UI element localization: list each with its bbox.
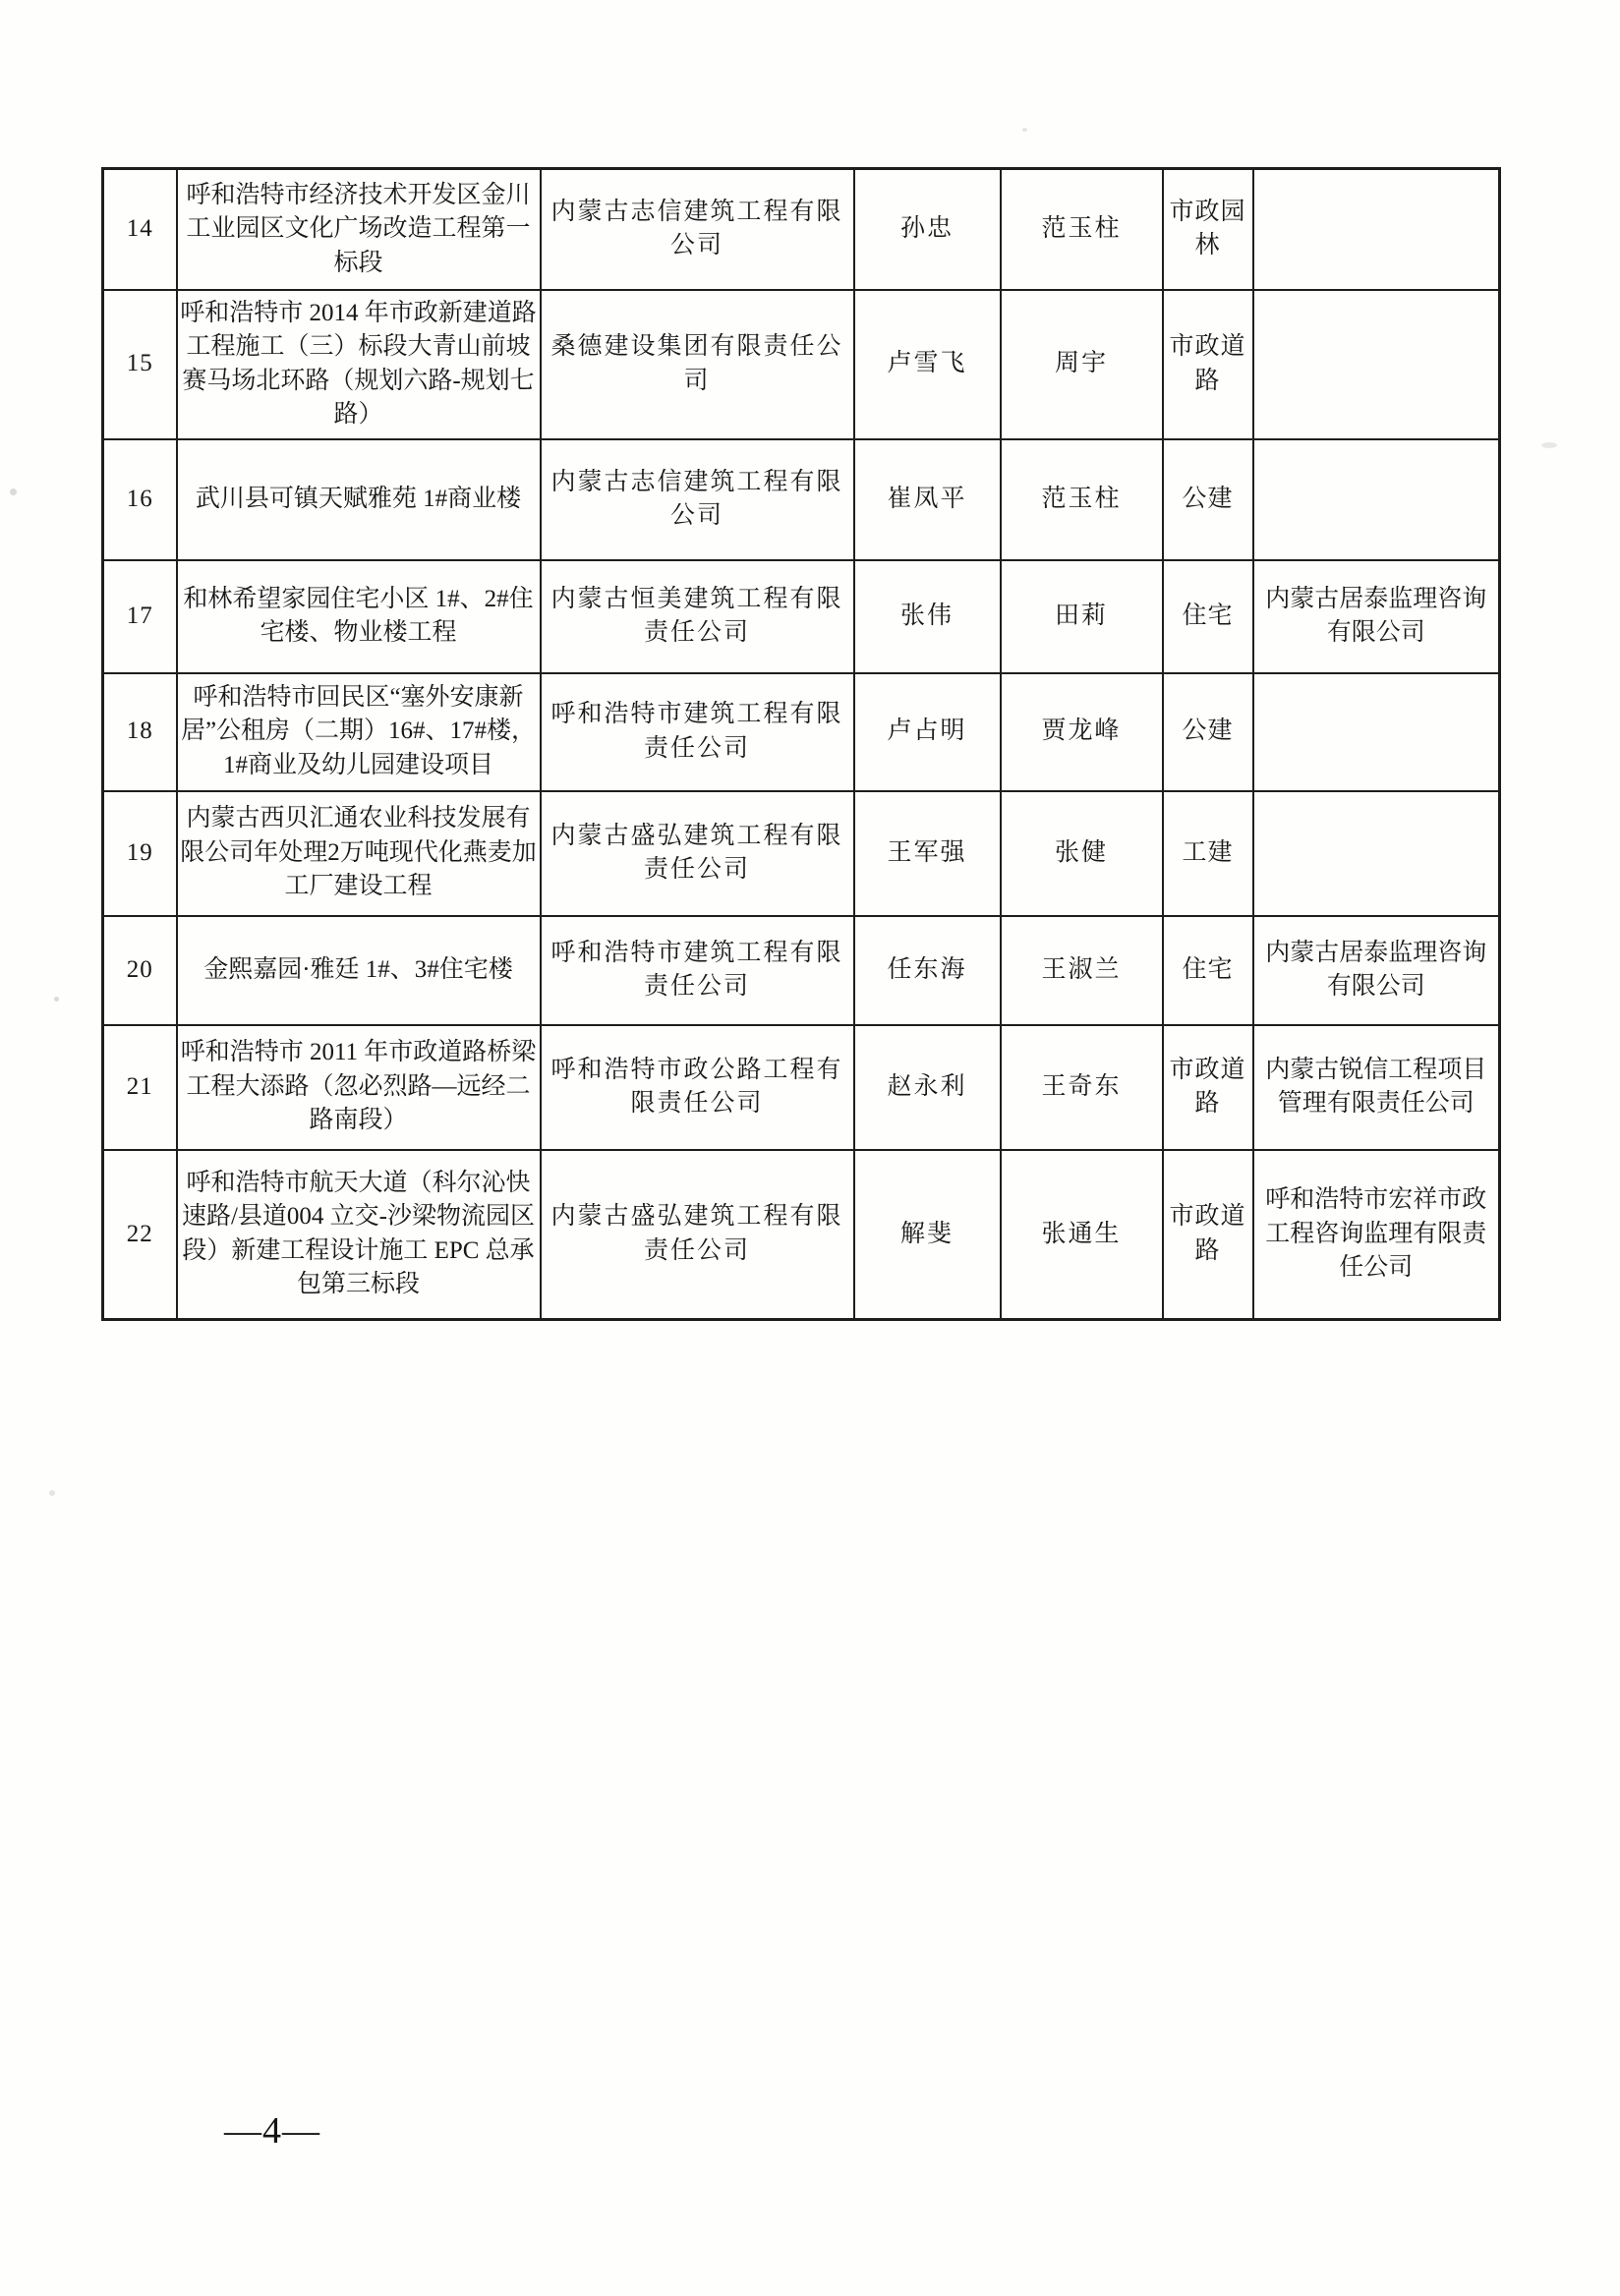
category-label: 住宅 xyxy=(1163,560,1253,673)
contractor-name: 内蒙古志信建筑工程有限公司 xyxy=(541,169,854,290)
supervisor-name: 内蒙古居泰监理咨询有限公司 xyxy=(1253,560,1500,673)
project-name: 呼和浩特市经济技术开发区金川工业园区文化广场改造工程第一标段 xyxy=(177,169,541,290)
table-row xyxy=(103,560,1500,673)
table-row xyxy=(103,1025,1500,1150)
person-primary: 王军强 xyxy=(854,791,1001,916)
category-label: 住宅 xyxy=(1163,916,1253,1025)
person-primary: 解斐 xyxy=(854,1150,1001,1320)
project-name: 呼和浩特市 2014 年市政新建道路工程施工（三）标段大青山前坡赛马场北环路（规划六路-规划七路） xyxy=(177,290,541,439)
supervisor-name xyxy=(1253,673,1500,791)
contractor-name: 内蒙古恒美建筑工程有限责任公司 xyxy=(541,560,854,673)
row-number: 15 xyxy=(103,290,177,439)
project-name: 呼和浩特市航天大道（科尔沁快速路/县道004 立交-沙梁物流园区段）新建工程设计施工 EPC 总承包第三标段 xyxy=(177,1150,541,1320)
person-primary: 张伟 xyxy=(854,560,1001,673)
category-label: 市政道路 xyxy=(1163,290,1253,439)
category-label: 公建 xyxy=(1163,439,1253,560)
category-label: 工建 xyxy=(1163,791,1253,916)
contractor-name: 内蒙古盛弘建筑工程有限责任公司 xyxy=(541,1150,854,1320)
supervisor-name xyxy=(1253,439,1500,560)
category-label: 市政园林 xyxy=(1163,169,1253,290)
person-secondary: 范玉柱 xyxy=(1001,439,1163,560)
supervisor-name xyxy=(1253,290,1500,439)
category-label: 市政道路 xyxy=(1163,1025,1253,1150)
row-number: 20 xyxy=(103,916,177,1025)
contractor-name: 呼和浩特市政公路工程有限责任公司 xyxy=(541,1025,854,1150)
table-row xyxy=(103,290,1500,439)
person-secondary: 田莉 xyxy=(1001,560,1163,673)
person-primary: 赵永利 xyxy=(854,1025,1001,1150)
contractor-name: 桑德建设集团有限责任公司 xyxy=(541,290,854,439)
project-name: 金熙嘉园·雅廷 1#、3#住宅楼 xyxy=(177,916,541,1025)
person-primary: 任东海 xyxy=(854,916,1001,1025)
projects-table xyxy=(101,167,1501,1321)
person-secondary: 范玉柱 xyxy=(1001,169,1163,290)
row-number: 18 xyxy=(103,673,177,791)
table-row xyxy=(103,673,1500,791)
scan-speck xyxy=(54,997,59,1002)
person-secondary: 贾龙峰 xyxy=(1001,673,1163,791)
person-secondary: 王淑兰 xyxy=(1001,916,1163,1025)
table-row xyxy=(103,791,1500,916)
row-number: 21 xyxy=(103,1025,177,1150)
row-number: 17 xyxy=(103,560,177,673)
project-name: 内蒙古西贝汇通农业科技发展有限公司年处理2万吨现代化燕麦加工厂建设工程 xyxy=(177,791,541,916)
person-primary: 孙忠 xyxy=(854,169,1001,290)
supervisor-name: 内蒙古锐信工程项目管理有限责任公司 xyxy=(1253,1025,1500,1150)
project-name: 呼和浩特市回民区“塞外安康新居”公租房（二期）16#、17#楼，1#商业及幼儿园建设项目 xyxy=(177,673,541,791)
category-label: 市政道路 xyxy=(1163,1150,1253,1320)
table-row xyxy=(103,439,1500,560)
row-number: 22 xyxy=(103,1150,177,1320)
project-name: 和林希望家园住宅小区 1#、2#住宅楼、物业楼工程 xyxy=(177,560,541,673)
category-label: 公建 xyxy=(1163,673,1253,791)
person-secondary: 王奇东 xyxy=(1001,1025,1163,1150)
contractor-name: 呼和浩特市建筑工程有限责任公司 xyxy=(541,916,854,1025)
table-row xyxy=(103,1150,1500,1320)
supervisor-name: 内蒙古居泰监理咨询有限公司 xyxy=(1253,916,1500,1025)
contractor-name: 内蒙古志信建筑工程有限公司 xyxy=(541,439,854,560)
person-secondary: 张通生 xyxy=(1001,1150,1163,1320)
person-secondary: 张健 xyxy=(1001,791,1163,916)
supervisor-name xyxy=(1253,169,1500,290)
page-number: —4— xyxy=(224,2110,320,2152)
scan-speck xyxy=(1541,442,1557,448)
row-number: 14 xyxy=(103,169,177,290)
person-secondary: 周宇 xyxy=(1001,290,1163,439)
table-row xyxy=(103,169,1500,290)
project-name: 呼和浩特市 2011 年市政道路桥梁工程大添路（忽必烈路—远经二路南段） xyxy=(177,1025,541,1150)
person-primary: 卢占明 xyxy=(854,673,1001,791)
scan-speck xyxy=(49,1490,55,1496)
person-primary: 卢雪飞 xyxy=(854,290,1001,439)
scan-speck xyxy=(10,488,17,495)
row-number: 19 xyxy=(103,791,177,916)
row-number: 16 xyxy=(103,439,177,560)
scan-speck xyxy=(1022,128,1027,132)
table-row xyxy=(103,916,1500,1025)
contractor-name: 内蒙古盛弘建筑工程有限责任公司 xyxy=(541,791,854,916)
project-name: 武川县可镇天赋雅苑 1#商业楼 xyxy=(177,439,541,560)
supervisor-name: 呼和浩特市宏祥市政工程咨询监理有限责任公司 xyxy=(1253,1150,1500,1320)
supervisor-name xyxy=(1253,791,1500,916)
contractor-name: 呼和浩特市建筑工程有限责任公司 xyxy=(541,673,854,791)
person-primary: 崔凤平 xyxy=(854,439,1001,560)
